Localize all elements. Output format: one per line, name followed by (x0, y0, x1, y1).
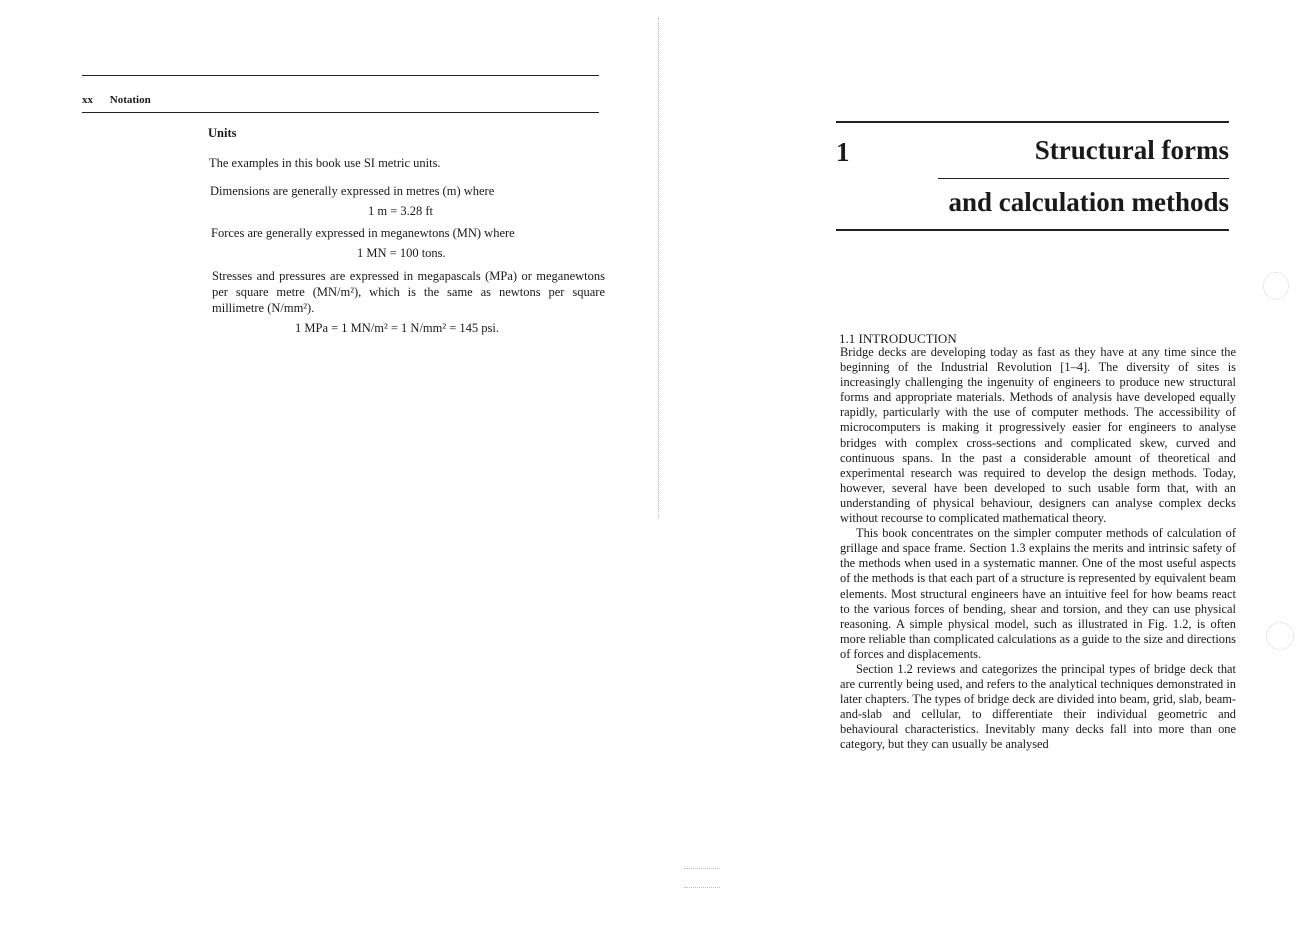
page-number: xx (82, 94, 93, 106)
gutter-mark (684, 868, 720, 888)
paragraph-1: Bridge decks are developing today as fast as they have at any time since the beginning of the Industrial Revolution [1–4]. The diversity of sites is increasingly challenging the ingenuity of engineers to produce new structural forms and appropriate materials. Methods of analysis have developed equally rapidly, particularly with the use of computer methods. The accessibility of microcomputers is making it progressively easier for engineers to analyse bridges with complex cross-sections and complicated skew, curved and continuous spans. In the past a considerable amount of theoretical and experimental research was required to develop the design methods. Today, however, several have been developed to such usable form that, with an understanding of physical behaviour, designers can analyse complex decks without recourse to complicated mathematical theory. (840, 345, 1236, 526)
chapter-number: 1 (836, 137, 850, 167)
stresses-equation: 1 MPa = 1 MN/m² = 1 N/mm² = 145 psi. (295, 321, 500, 335)
introduction-body (840, 345, 1236, 753)
running-header (82, 94, 602, 106)
section-heading: 1.1 INTRODUCTION (839, 331, 957, 346)
dimensions-equation: 1 m = 3.28 ft (368, 204, 434, 218)
scan-smudge (1263, 272, 1289, 300)
chapter-top-rule (836, 121, 1229, 123)
header-top-rule (82, 75, 599, 76)
header-bottom-rule (82, 112, 599, 113)
dimensions-text: Dimensions are generally expressed in metres (m) where (210, 184, 495, 198)
scan-smudge (1266, 622, 1294, 650)
units-heading: Units (208, 126, 237, 140)
chapter-title-line2: and calculation methods (948, 187, 1229, 217)
chapter-mid-rule (938, 178, 1229, 179)
paragraph-2: This book concentrates on the simpler computer methods of calculation of grillage and space frame. Section 1.3 explains the merits and intrinsic safety of the methods when used in a systematic manner. One of the most useful aspects of the methods is that each part of a structure is represented by equivalent beam elements. Most structural engineers have an intuitive feel for how beams react to the various forces of bending, shear and torsion, and they can use physical reasoning. A simple physical model, such as illustrated in Fig. 1.2, is often more reliable than complicated calculations as a guide to the size and directions of forces and displacements. (840, 526, 1236, 661)
forces-equation: 1 MN = 100 tons. (357, 246, 446, 260)
stresses-text: Stresses and pressures are expressed in megapascals (MPa) or meganewtons per square metre (MN/m²), which is the same as newtons per square millimetre (N/mm²). (212, 269, 605, 315)
forces-text: Forces are generally expressed in meganewtons (MN) where (211, 226, 515, 240)
chapter-bottom-rule (836, 229, 1229, 231)
chapter-title-line1: Structural forms (1034, 135, 1229, 165)
running-header-title: Notation (109, 94, 151, 106)
paragraph-3: Section 1.2 reviews and categorizes the principal types of bridge deck that are currently being used, and refers to the analytical techniques demonstrated in later chapters. The types of bridge deck are divided into beam, grid, slab, beam-and-slab and cellular, to differentiate their individual geometric and behavioural characteristics. Inevitably many decks fall into more than one category, but they can usually be analysed (840, 661, 1236, 752)
page-gutter (658, 18, 659, 518)
units-intro: The examples in this book use SI metric units. (209, 156, 441, 170)
